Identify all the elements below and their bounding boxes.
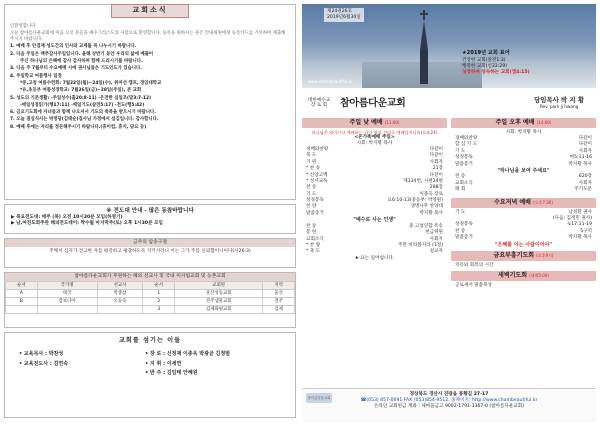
order-value: 박지황 목사	[568, 235, 592, 241]
sunday-am-time: (11:00)	[384, 120, 400, 125]
order-item: 찬 송	[306, 223, 317, 229]
am-leader: 사회: 박지황 목사	[356, 141, 393, 146]
mission-cell: 태국	[37, 290, 97, 298]
servants-elders	[145, 351, 230, 380]
order-value: 사회자	[578, 148, 592, 154]
pastor-name: 담임목사 박 지 황	[534, 96, 584, 105]
denomination	[302, 98, 336, 109]
motto-line: 행복한 교회(신33:29)	[462, 63, 507, 69]
order-item: 묵 도	[306, 153, 317, 159]
banner-url: www.chambeautiful.kr	[308, 78, 353, 84]
elder-line: • 장 로 : 신정재 이종욱 박광균 김정범	[145, 351, 231, 357]
mission-cell	[6, 305, 38, 313]
mission-cell: 오승욱	[97, 298, 143, 306]
church-banner	[302, 4, 596, 88]
sunday-pm-time: (14:00)	[536, 120, 552, 125]
mission-cell: 3	[143, 305, 175, 313]
issue-dates	[324, 8, 364, 22]
news-item: 인환영합니다	[10, 24, 36, 29]
wednesday-time: (오후7:30)	[533, 199, 553, 205]
news-item: -매일성경읽기(행17:11) -매일기도(살전5:17) -전도(행5:42)	[20, 102, 145, 108]
church-address: 경상북도 경산시 진량읍 봉황길 27-17	[409, 392, 489, 397]
order-item: 찬 송	[306, 185, 317, 191]
order-item: 찬 송	[455, 174, 466, 180]
mission-cell: 전주	[263, 298, 295, 306]
news-item: 8. 예배 후에는 자리를 정돈해주시기 바랍니다.(휴이컵, 휴지, 당요 등)	[10, 124, 147, 130]
church-bank-account: 온라인 교회헌금 계좌 : 새마을금고 9002-1791-3367-0 (참아름다운교회)	[373, 403, 525, 409]
church-footer	[302, 388, 596, 422]
guide-line: ▶ 남,여전도회주관 해피전도데이: 짝수월 마지막주(토) 오후 1시30분 모임	[11, 221, 163, 227]
order-value: 다같이	[578, 142, 592, 148]
servants-title: 교회를 섬기는 이들	[118, 337, 182, 344]
order-value: 620장	[578, 174, 592, 180]
order-item: 교회소식	[455, 180, 473, 186]
church-name: 참아름다운교회	[340, 97, 406, 109]
sunday-pm-header	[451, 118, 596, 128]
dawn-line: 공로새서 말씀묵상	[455, 283, 492, 289]
issue-number: 제24권26호	[327, 9, 353, 14]
am-sermon-title: "예수로 사는 인생"	[353, 217, 396, 224]
mission-header-cell: 순서	[6, 282, 38, 290]
sunday-pm-order	[451, 128, 596, 196]
pastor-info	[534, 96, 584, 110]
motto-line: 건강한 교회(살전1:3)	[462, 57, 506, 63]
mission-header-cell: 선교사	[97, 282, 143, 290]
mission-row	[6, 298, 295, 306]
mission-cell: A	[6, 290, 38, 298]
memory-verse	[4, 238, 296, 268]
verse-title: 금주의 암송구절	[5, 239, 295, 247]
news-title: 교회소식	[111, 4, 189, 18]
left-panel	[4, 4, 296, 422]
denomination-line: 장 로 회	[310, 103, 328, 108]
order-value: 중.고청연합 특송	[409, 223, 443, 229]
dawn-title: 새벽기도회	[498, 272, 528, 280]
mission-cell: 박종섭	[97, 290, 143, 298]
mission-header-cell: 순서	[143, 282, 175, 290]
elder-line: • 반 주 : 김임태 안혜원	[145, 370, 198, 376]
am-rows2	[306, 224, 443, 256]
order-value: 사회자	[578, 180, 592, 186]
order-value: 5구역	[580, 228, 592, 234]
order-value: 다같이	[429, 172, 443, 178]
news-item: 2. 다음 주일은 맥추감사주일입니다. 올해 상반기 동안 우리의 삶에 베풀어	[10, 51, 154, 57]
order-value: 다같이	[578, 135, 592, 141]
wednesday-title: 수요저녁 예배	[494, 198, 531, 206]
worship-columns	[302, 118, 596, 291]
verse-text: 주께서 심지가 견고한 자를 평강하고 평강하도록 지키시리니 이는 그가 주를 신뢰함이니이다(사26:3)	[49, 249, 251, 255]
denomination-line: 대한예수교	[307, 97, 331, 103]
sunday-am-header	[302, 118, 447, 128]
order-item: 말씀증거	[455, 235, 473, 241]
mission-row	[6, 290, 295, 298]
steeple-icon	[420, 10, 428, 84]
order-value: (다음: 김정민 권사)	[552, 215, 592, 221]
pm-leader: 사회: 박지황 목사	[505, 130, 542, 135]
news-item: 1. 예배 후 안겸재 성도간의 인사와 교제를 꼭 나누시기 바랍니다.	[10, 44, 137, 50]
news-item: 5. 성도의 기본생활: -주일성수(출20:8-11) -온전한 십일조(말3:7-12)	[10, 95, 152, 101]
order-value: 다같이	[429, 146, 443, 152]
news-body	[10, 24, 290, 131]
news-item: 6. 금요기도회에 자녀들과 함께 나오셔서 기도의 축복을 받으시기 바랍니다.	[10, 110, 156, 116]
news-item: 주신 하나님의 은혜에 감사 감사하며 함께 드리시기를 바랍니다.	[20, 58, 143, 64]
servants-staff	[19, 351, 68, 370]
order-value: 다같이	[429, 153, 443, 159]
sunday-pm-column	[451, 118, 596, 291]
mission-table	[5, 281, 295, 314]
order-item: 경배와찬양	[306, 146, 329, 152]
order-item: * 축 도	[306, 249, 321, 255]
news-item: 4. 주일학교 여름행사 일정	[10, 73, 62, 79]
order-value: 설교자	[429, 249, 443, 255]
mission-cell	[37, 305, 97, 313]
friday-title: 금요부흥기도회	[493, 252, 535, 260]
mission-cell: 캄보디아	[37, 298, 97, 306]
news-item: *중,고청 여름수련회: 7월22일(월)~24일(수), 위미선 캠프, 경암대학교	[20, 80, 162, 86]
mission-header-cell: 국가명	[37, 282, 97, 290]
order-value: 박지황 목사	[568, 161, 592, 167]
staff-line: • 교육전도사 : 김연숙	[19, 360, 69, 367]
order-value: 남경환 권사	[568, 209, 592, 215]
am-scripture-note: 하나님은 영이시니 예배하는 자가 영과 진리로 예배할지니라(요4:24)	[311, 130, 438, 135]
wed-rows	[455, 210, 592, 242]
friday-line: 치유와 회복의 시간	[455, 263, 494, 269]
guide-line: ▶ 목요전도대: 매주 (목) 오전 10시30분 모임(하영기)	[11, 215, 123, 221]
order-item: 폐 회	[455, 187, 466, 193]
order-value: 요6:10-13(중등부: 박영원)	[387, 198, 443, 204]
order-value: 생명나무 찬양대	[410, 204, 443, 210]
sunday-am-order	[302, 128, 447, 264]
order-item: 합 심 기 도	[455, 142, 478, 148]
mission-cell: 전주샘물교회	[175, 298, 263, 306]
wednesday-header	[451, 198, 596, 208]
order-value: 사회자	[429, 236, 443, 242]
mission-cell	[97, 305, 143, 313]
order-value: 눅17:11-19	[566, 222, 592, 228]
right-panel	[302, 4, 596, 422]
news-section	[4, 4, 296, 200]
order-value: 주기도문	[574, 187, 592, 193]
church-contact[interactable]: ☎(053) 857-0691·FAX (053)854-9512. 홈페이지: http://www.chambeautiful.kr	[360, 397, 538, 403]
order-item: 기 원	[306, 159, 317, 165]
order-value: 마5:11-16	[569, 155, 592, 161]
pm-rows	[455, 136, 592, 168]
mission-header-cell: 교회명	[175, 282, 263, 290]
elder-line: • 지 휘 : 이세연	[145, 360, 182, 367]
motto-line: 성장하며 성숙하는 교회(엡4:15)	[462, 69, 530, 75]
guide-title: ※ 전도대 안내 - 많은 동참바랍니다	[106, 208, 194, 214]
order-item: 말씀증거	[455, 161, 473, 167]
mission-row	[6, 305, 295, 313]
dawn-time: (새벽5:00)	[529, 273, 549, 279]
church-logo: 참아름다운교회	[306, 393, 332, 403]
pastor-name-en: Rev. park ji hwang	[539, 104, 579, 110]
friday-header	[451, 251, 596, 261]
order-item: 성경봉독	[455, 155, 473, 161]
order-value: 이종욱 장로	[419, 191, 443, 197]
order-item: 기 도	[306, 191, 317, 197]
mission-header-cell: 지역	[263, 282, 295, 290]
pm-rows2	[455, 174, 592, 193]
order-value: 박지황 목사	[419, 210, 443, 216]
order-item: * 찬 송	[306, 166, 321, 172]
mission-cell: 2	[143, 298, 175, 306]
news-item: 오늘 참아름다운교회에 처음 오신 분들을 예수그리스도의 사랑으로 환영합니다. 등록을 원하시는 분은 안내위원에게 등록카드를 기록하여 제출해 주시기 바랍니다.	[10, 31, 286, 43]
mission-cell: 울산성동교회	[175, 290, 263, 298]
order-value: 헌금위원	[425, 230, 443, 236]
news-item: 3. 다음 주 7월부터 수요예배 시에 권사님들은 기도인도가 있습니다.	[10, 66, 142, 72]
am-intro-title: <온가족예배 주일>	[354, 135, 395, 141]
mission-cell: 울산	[263, 290, 295, 298]
order-item: * 성시교독	[306, 178, 328, 184]
order-row	[455, 187, 592, 193]
wed-sermon-title: "은혜를 아는 사람이어야"	[495, 241, 552, 248]
mission-support	[4, 272, 296, 328]
order-value: 주만 바라볼지라 (1절)	[398, 242, 443, 248]
mission-title: 참아름다운교회가 후원하는 해외 선교사 및 국내 미자립교회 및 농촌교회	[5, 273, 295, 281]
order-item: 봉 헌	[306, 230, 317, 236]
staff-line: • 교육목사 : 박찬성	[19, 351, 64, 357]
evangelism-guide	[4, 204, 296, 234]
church-motto	[462, 50, 530, 76]
friday-time: (오후9시)	[536, 253, 554, 259]
order-value: 사회자	[429, 159, 443, 165]
order-item: 찬 송	[455, 228, 466, 234]
order-item: 말씀증거	[306, 210, 324, 216]
sunday-pm-title: 주일 오후 예배	[495, 119, 535, 126]
sunday-am-column	[302, 118, 447, 291]
church-header	[302, 92, 596, 114]
mission-cell: 김제	[263, 305, 295, 313]
order-item: 교회소식	[306, 236, 324, 242]
order-item: 찬 양	[306, 204, 317, 210]
order-item: 성경봉독	[455, 222, 473, 228]
order-item: 경배와찬양	[455, 135, 478, 141]
order-item: 기 도	[455, 148, 466, 154]
order-item: * 찬 양	[306, 242, 321, 248]
news-item: 7. 오늘 점심식사는 박정당(김태순)집사님 가정에서 섬김입니다. 감사합니다.	[10, 117, 159, 123]
order-item: 기 도	[455, 209, 466, 215]
news-item: *유,초등부 여름성경학교: 7월26일(금)~28일(주일), 본 교회	[20, 88, 142, 94]
am-rows	[306, 147, 443, 217]
issue-date: 2019년6월30일	[327, 14, 361, 20]
pm-sermon-title: "하나님을 보여 주세요"	[497, 167, 550, 174]
order-value: 21장	[432, 166, 443, 172]
order-item: 성경봉독	[306, 198, 324, 204]
motto-title: ★2019년 교회 표어	[462, 50, 510, 56]
order-value: 제134번, 시편24편	[403, 178, 443, 184]
order-item: * 신앙고백	[306, 172, 328, 178]
mission-cell: B	[6, 298, 38, 306]
order-value: 288장	[429, 185, 443, 191]
am-standing-note: ★ 표는 일어섭니다.	[354, 255, 395, 261]
wednesday-order	[451, 208, 596, 250]
servants-section	[4, 332, 296, 418]
mission-cell: 김제화평교회	[175, 305, 263, 313]
mission-cell: 1	[143, 290, 175, 298]
dawn-header	[451, 271, 596, 281]
sunday-am-title: 주일 낮 예배	[349, 119, 383, 126]
